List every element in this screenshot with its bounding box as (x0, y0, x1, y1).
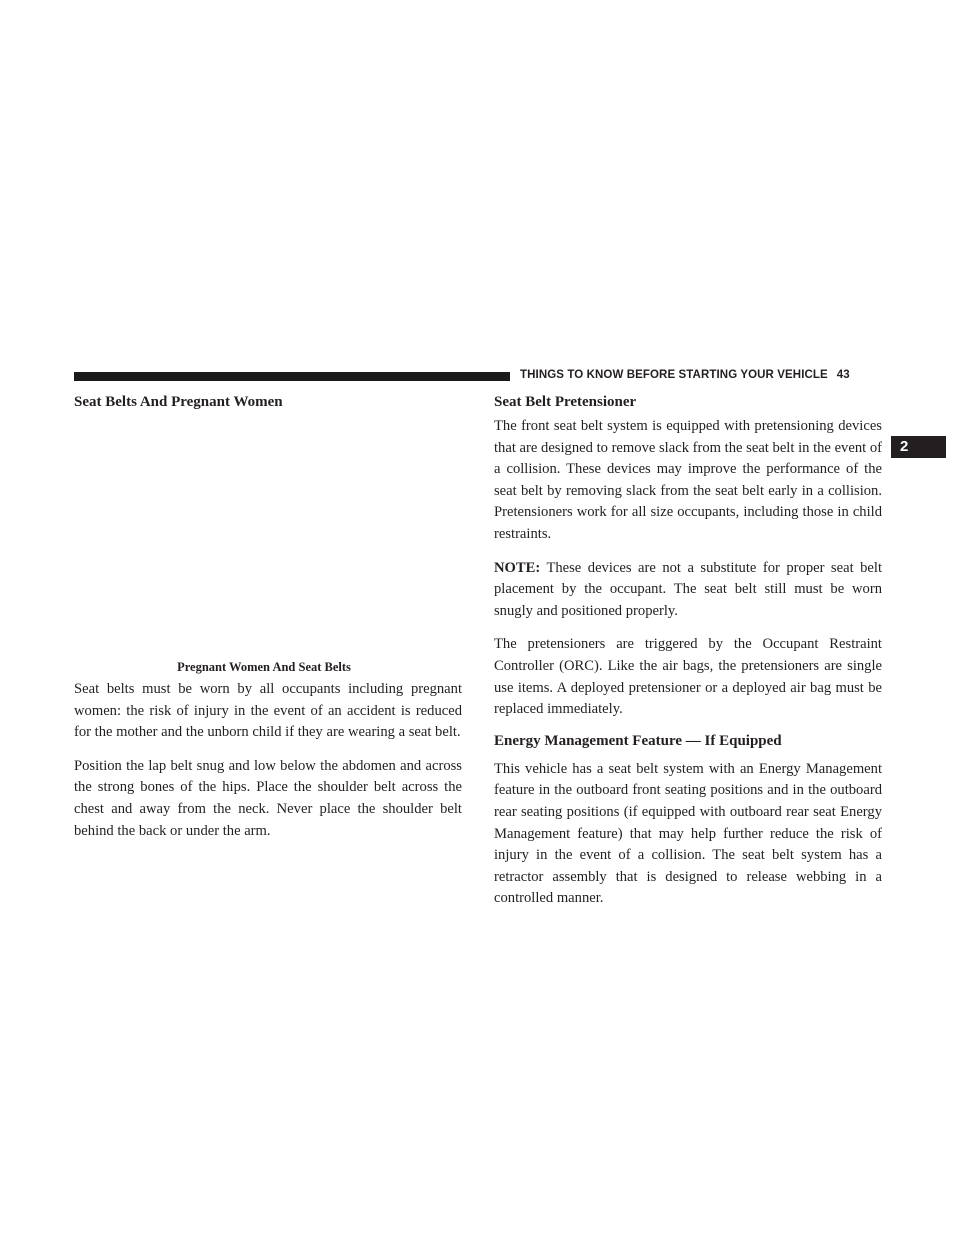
note-paragraph (494, 558, 882, 623)
section-heading-pretensioner: Seat Belt Pretensioner (494, 394, 637, 410)
running-header-title: THINGS TO KNOW BEFORE STARTING YOUR VEHICLE (520, 369, 828, 381)
running-header (520, 369, 850, 381)
figure-caption: Pregnant Women And Seat Belts (177, 660, 351, 674)
figure-placeholder (74, 412, 462, 657)
header-rule (74, 372, 510, 381)
paragraph: The front seat belt system is equipped with pretensioning devices that are designed to remove slack from the seat belt in the event of a collision. These devices may improve the performance of the seat belt by removing slack from the seat belt early in a collision. Pretensioners work for all size occupants, including those in child restraints. (494, 418, 882, 542)
paragraph: Seat belts must be worn by all occupants including pregnant women: the risk of injury in the event of an accident is reduced for the mother and the unborn child if they are wearing a seat belt. (74, 681, 462, 741)
right-column (494, 392, 882, 910)
chapter-tab: 2 (891, 436, 946, 458)
note-label: NOTE: (494, 559, 541, 576)
paragraph: This vehicle has a seat belt system with an Energy Management feature in the outboard front seating positions and in the outboard rear seating positions (if equipped with outboard rear seat Energy Management feature) that may help further reduce the risk of injury in the event of a collision. The seat belt system has a retractor assembly that is designed to release webbing in a controlled manner. (494, 760, 882, 907)
paragraph: Position the lap belt snug and low below the abdomen and across the strong bones of the hips. Place the shoulder belt across the chest and away from the neck. Never place the shoulder belt behind the back or under the arm. (74, 757, 462, 839)
section-heading-energy-management: Energy Management Feature — If Equipped (494, 732, 782, 749)
note-text: These devices are not a substitute for proper seat belt placement by the occupant. The seat belt still must be worn snugly and positioned properly. (494, 559, 882, 619)
left-column (74, 392, 462, 842)
section-heading-pregnant-women: Seat Belts And Pregnant Women (74, 394, 283, 410)
paragraph: The pretensioners are triggered by the Occupant Restraint Controller (ORC). Like the air bags, the pretensioners are single use items. A deployed pretensioner or a deployed air bag must be replaced immediately. (494, 636, 882, 718)
page-number: 43 (836, 369, 850, 381)
